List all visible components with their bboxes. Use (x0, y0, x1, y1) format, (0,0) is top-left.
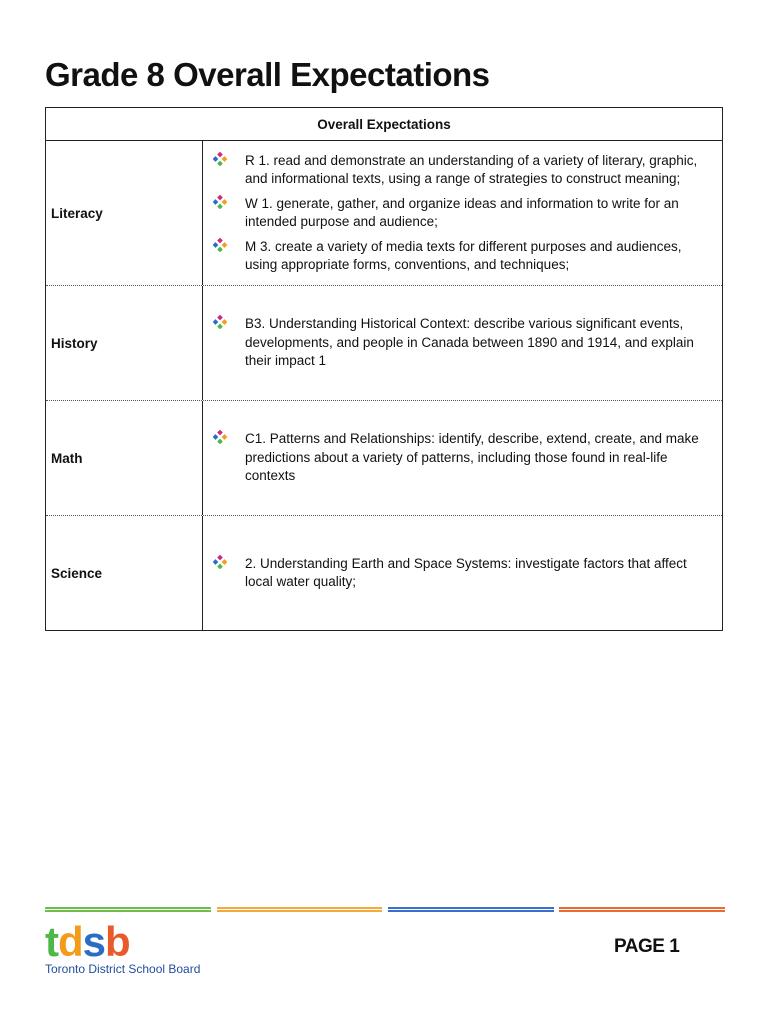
footer-line (559, 907, 725, 912)
diamond-cluster-icon (209, 195, 245, 232)
list-item (209, 315, 704, 371)
list-item (209, 555, 704, 592)
footer-line (45, 907, 211, 912)
logo-letters (45, 920, 200, 964)
subject-label: Literacy (46, 141, 203, 285)
logo-letter: s (82, 918, 106, 965)
expectation-text: C1. Patterns and Relationships: identify, describe, extend, create, and make predictions about a variety of patterns, including those found in real-life contexts (245, 431, 699, 484)
diamond-cluster-icon (209, 555, 245, 592)
list-item (209, 238, 704, 275)
list-item (209, 195, 704, 232)
diamond-cluster-icon (209, 430, 245, 486)
subject-label: Science (46, 516, 203, 630)
expectation-text: W 1. generate, gather, and organize ideas and information to write for an intended purpose and audience; (245, 195, 679, 229)
footer-line (217, 907, 382, 912)
expectation-text: M 3. create a variety of media texts for different purposes and audiences, using appropriate forms, conventions, and techniques; (245, 238, 682, 272)
logo-letter: b (105, 918, 130, 965)
expectation-text: B3. Understanding Historical Context: describe various significant events, developments, and people in Canada between 1890 and 1914, and explain their impact 1 (245, 316, 694, 369)
list-item (209, 430, 704, 486)
list-item (209, 152, 704, 189)
expectation-list (203, 516, 722, 630)
footer-line (388, 907, 554, 912)
diamond-cluster-icon (209, 238, 245, 275)
diamond-cluster-icon (209, 315, 245, 371)
logo-letter: t (45, 918, 58, 965)
table-row-math (46, 400, 722, 515)
logo-subtitle: Toronto District School Board (45, 962, 201, 976)
footer-divider (45, 907, 725, 913)
page-title: Grade 8 Overall Expectations (45, 56, 490, 93)
expectation-text: R 1. read and demonstrate an understanding of a variety of literary, graphic, and informational texts, using a range of strategies to construct meaning; (245, 152, 698, 186)
table-row-literacy (46, 141, 722, 285)
table-header: Overall Expectations (46, 108, 722, 141)
expectation-list (203, 141, 722, 285)
subject-label: History (46, 286, 203, 400)
logo-letter: d (58, 918, 83, 965)
page-number: PAGE 1 (614, 936, 680, 957)
table-row-science (46, 515, 722, 630)
expectation-text: 2. Understanding Earth and Space Systems: investigate factors that affect local water quality; (245, 555, 687, 589)
expectations-table (45, 107, 723, 631)
table-row-history (46, 285, 722, 400)
subject-label: Math (46, 401, 203, 515)
expectation-list (203, 286, 722, 400)
diamond-cluster-icon (209, 152, 245, 189)
tdsb-logo (45, 920, 200, 976)
expectation-list (203, 401, 722, 515)
